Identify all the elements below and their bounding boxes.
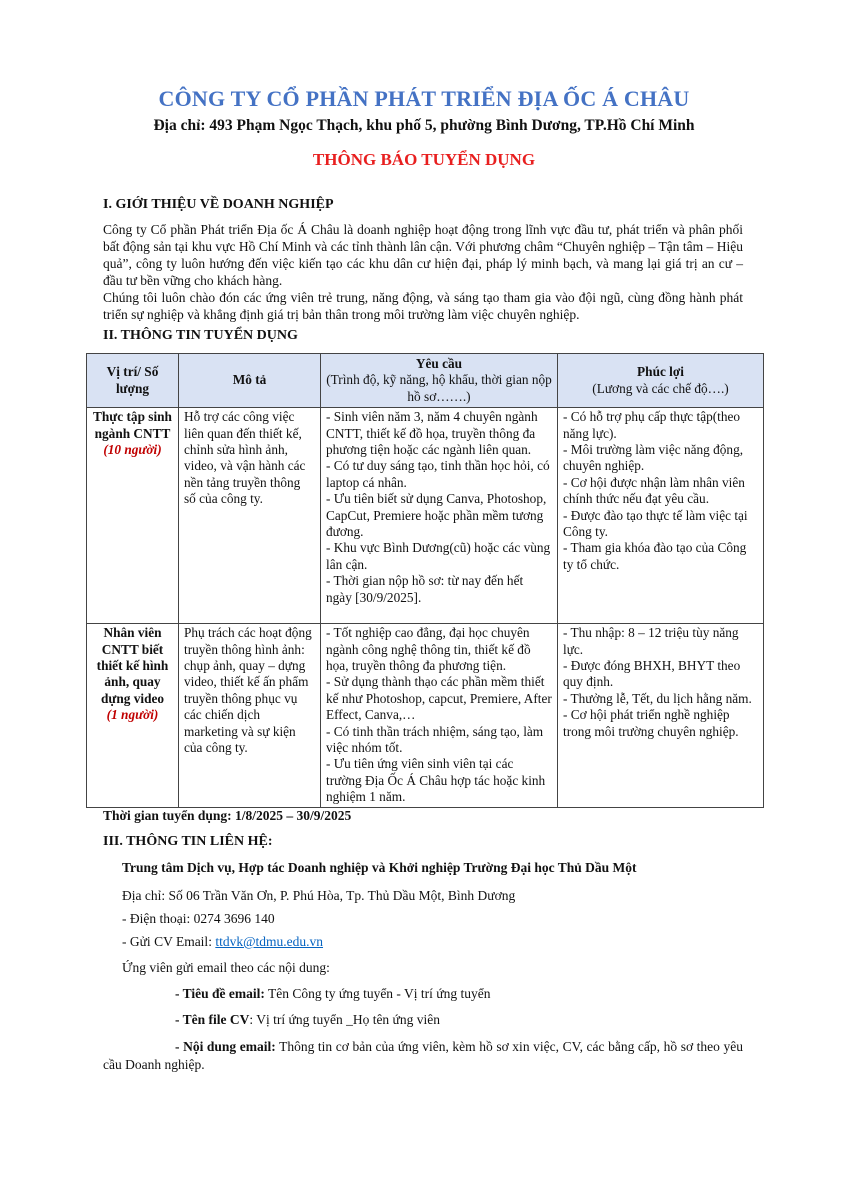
email-content-line: [103, 1038, 743, 1074]
requirements-cell: [321, 408, 558, 624]
requirement-item: - Sử dụng thành thạo các phần mềm thiết kế như Photoshop, capcut, Premiere, After Effect, Canva,…: [326, 674, 552, 723]
benefits-cell: [558, 408, 764, 624]
filename-value: : Vị trí ứng tuyển _Họ tên ứng viên: [249, 1012, 440, 1027]
table-row: [87, 624, 764, 807]
benefit-item: - Tham gia khóa đào tạo của Công ty tổ chức.: [563, 540, 747, 572]
requirement-item: - Sinh viên năm 3, năm 4 chuyên ngành CNTT, thiết kế đồ họa, truyền thông đa phương tiện hoặc các ngành liên quan.: [326, 409, 538, 458]
requirement-item: - Có tư duy sáng tạo, tinh thần học hỏi, có laptop cá nhân.: [326, 458, 550, 490]
position-title: Nhân viên CNTT biết thiết kế hình ảnh, quay dựng video: [96, 625, 169, 706]
benefits-title: Phúc lợi: [637, 364, 684, 380]
benefit-item: - Có hỗ trợ phụ cấp thực tập(theo năng lực).: [563, 409, 741, 441]
benefit-item: - Cơ hội phát triển nghề nghiệp trong môi trường chuyên nghiệp.: [563, 707, 739, 739]
section-contact-heading: III. THÔNG TIN LIÊN HỆ:: [103, 834, 273, 849]
content-label: - Nội dung email:: [175, 1039, 276, 1054]
intro-text: [103, 221, 743, 323]
content-value: Thông tin cơ bản của ứng viên, kèm hồ sơ xin việc, CV, các bằng cấp, hồ sơ theo yêu cầu Doanh nghiệp.: [103, 1039, 743, 1072]
position-title: Thực tập sinh ngành CNTT: [93, 409, 172, 441]
email-instructions: Ứng viên gửi email theo các nội dung:: [122, 960, 330, 975]
requirement-item: - Ưu tiên ứng viên sinh viên tại các trường Địa Ốc Á Châu hợp tác hoặc kinh nghiệm 1 năm.: [326, 756, 546, 805]
section-intro-heading: I. GIỚI THIỆU VỀ DOANH NGHIỆP: [103, 197, 334, 212]
position-count: (10 người): [103, 442, 162, 458]
requirement-item: - Tốt nghiệp cao đẳng, đại học chuyên ngành công nghệ thông tin, thiết kế đồ họa, truyền thông đa phương tiện.: [326, 625, 531, 674]
benefit-item: - Môi trường làm việc năng động, chuyên nghiệp.: [563, 442, 744, 474]
contact-phone: - Điện thoại: 0274 3696 140: [122, 911, 275, 926]
company-address: Địa chỉ: 493 Phạm Ngọc Thạch, khu phố 5, phường Bình Dương, TP.Hồ Chí Minh: [153, 117, 695, 134]
contact-address: Địa chỉ: Số 06 Trần Văn Ơn, P. Phú Hòa, Tp. Thủ Dầu Một, Bình Dương: [122, 888, 516, 903]
requirements-cell: [321, 624, 558, 807]
company-name: CÔNG TY CỔ PHẦN PHÁT TRIỂN ĐỊA ỐC Á CHÂU: [158, 86, 690, 111]
cv-filename-line: [175, 1012, 440, 1028]
requirement-item: - Ưu tiên biết sử dụng Canva, Photoshop, CapCut, Premiere hoặc phần mềm tương đương.: [326, 491, 547, 540]
benefits-subtitle: (Lương và các chế độ….): [592, 380, 729, 396]
column-header-description: Mô tả: [179, 354, 321, 408]
benefit-item: - Cơ hội được nhận làm nhân viên chính thức nếu đạt yêu cầu.: [563, 474, 745, 507]
filename-label: - Tên file CV: [175, 1012, 250, 1027]
benefit-item: - Được đóng BHXH, BHYT theo quy định.: [563, 658, 741, 690]
intro-paragraph-2: Chúng tôi luôn chào đón các ứng viên trẻ trung, năng động, và sáng tạo tham gia vào đội ngũ, cùng đồng hành phát triển sự nghiệp và khẳng định giá trị bản thân trong môi trường làm việc chuyên nghiệp.: [103, 290, 743, 322]
email-label: - Gửi CV Email:: [122, 934, 216, 949]
description-cell: Hỗ trợ các công việc liên quan đến thiết kế, chỉnh sửa hình ảnh, video, và vận hành các nền tảng truyền thông số của công ty.: [179, 408, 321, 624]
notice-title: THÔNG BÁO TUYỂN DỤNG: [312, 150, 536, 169]
requirement-item: - Có tinh thần trách nhiệm, sáng tạo, làm việc nhóm tốt.: [326, 723, 544, 756]
email-subject-line: [175, 986, 491, 1002]
column-header-benefits: [558, 354, 764, 408]
email-link[interactable]: ttdvk@tdmu.edu.vn: [215, 934, 324, 949]
subject-value: Tên Công ty ứng tuyển - Vị trí ứng tuyển: [264, 986, 491, 1001]
position-cell: [87, 624, 179, 807]
requirement-item: - Khu vực Bình Dương(cũ) hoặc các vùng lân cận.: [326, 540, 551, 572]
table-row: [87, 408, 764, 624]
benefit-item: - Được đào tạo thực tế làm việc tại Công ty.: [563, 507, 748, 540]
benefit-item: - Thưởng lễ, Tết, du lịch hằng năm.: [563, 690, 752, 706]
requirements-subtitle: (Trình độ, kỹ năng, hộ khẩu, thời gian nộp hồ sơ…….): [326, 372, 552, 404]
contact-email-line: [122, 934, 323, 950]
recruitment-table: [86, 353, 764, 808]
contact-center: Trung tâm Dịch vụ, Hợp tác Doanh nghiệp và Khởi nghiệp Trường Đại học Thủ Dầu Một: [122, 860, 637, 875]
table-header-row: [87, 354, 764, 408]
position-count: (1 người): [106, 707, 159, 723]
column-header-requirements: [321, 354, 558, 408]
position-cell: [87, 408, 179, 624]
recruitment-period: Thời gian tuyển dụng: 1/8/2025 – 30/9/2025: [103, 808, 352, 823]
description-cell: Phụ trách các hoạt động truyền thông hình ảnh: chụp ảnh, quay – dựng video, thiết kế ấn phẩm truyền thông phục vụ các chiến dịch marketing và sự kiện của công ty.: [179, 624, 321, 807]
subject-label: - Tiêu đề email:: [175, 986, 265, 1001]
requirements-title: Yêu cầu: [415, 356, 463, 371]
benefits-cell: [558, 624, 764, 807]
intro-paragraph-1: Công ty Cổ phần Phát triển Địa ốc Á Châu là doanh nghiệp hoạt động trong lĩnh vực đầu tư, phát triển và phân phối bất động sản tại khu vực Hồ Chí Minh và các tỉnh thành lân cận. Với phương châm “Chuyên nghiệp – Tận tâm – Hiệu quả”, công ty luôn hướng đến việc kiến tạo các khu dân cư hiện đại, pháp lý minh bạch, và mang lại giá trị an cư – đầu tư bền vững cho khách hàng.: [103, 222, 743, 288]
benefit-item: - Thu nhập: 8 – 12 triệu tùy năng lực.: [563, 625, 739, 657]
section-recruit-heading: II. THÔNG TIN TUYỂN DỤNG: [103, 328, 298, 343]
requirement-item: - Thời gian nộp hồ sơ: từ nay đến hết ngày [30/9/2025].: [326, 573, 524, 605]
column-header-position: Vị trí/ Số lượng: [87, 354, 179, 408]
